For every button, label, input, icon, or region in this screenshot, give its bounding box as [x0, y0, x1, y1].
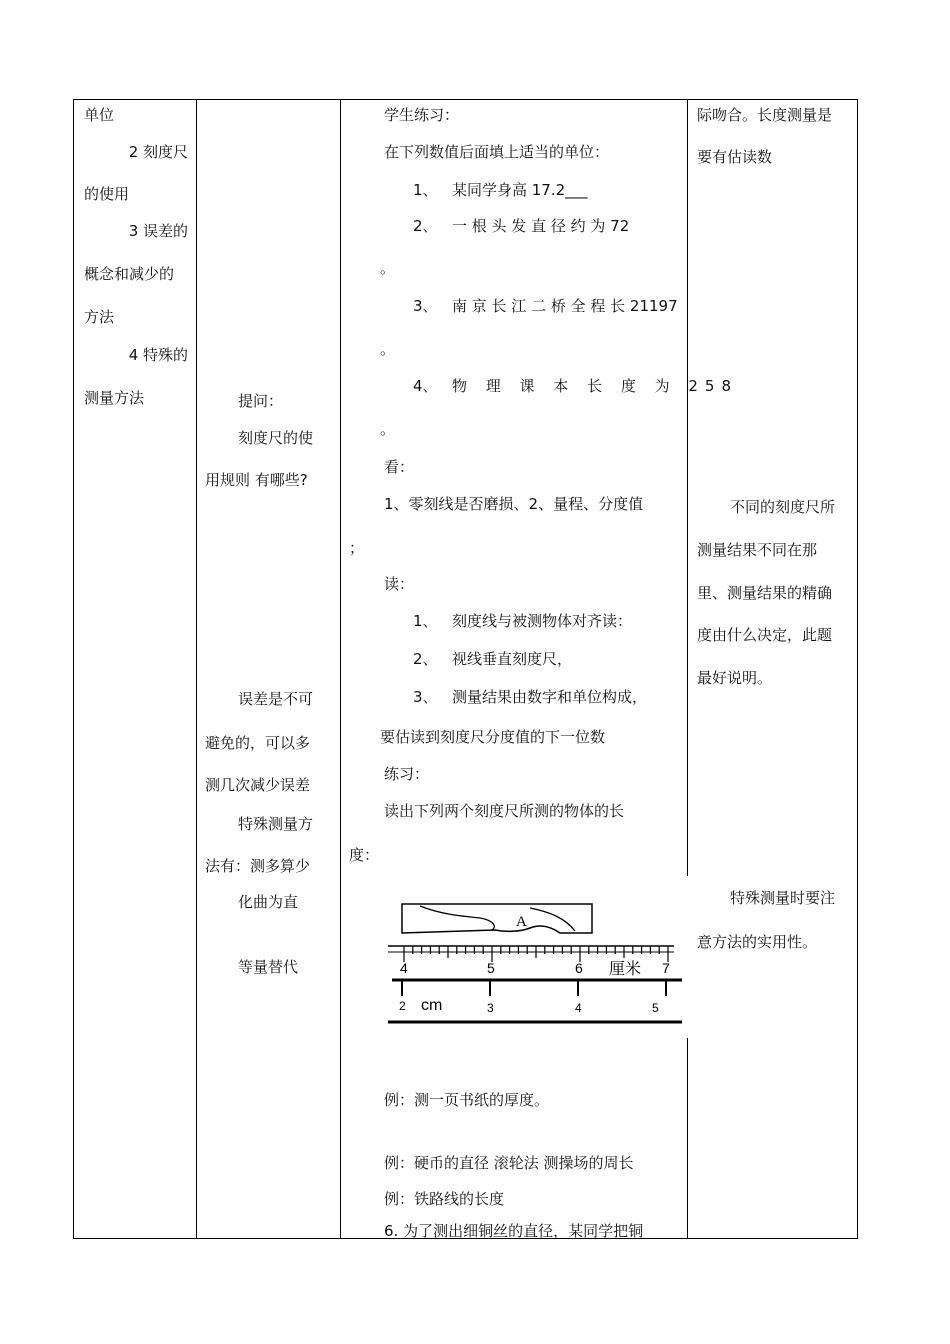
ruler-diagram	[380, 876, 688, 1038]
topic-line: 单位	[84, 106, 115, 124]
top-tick-label: 6	[575, 960, 583, 976]
item-text: 测量结果由数字和单位构成，	[452, 688, 648, 706]
read-label: 读：	[384, 575, 415, 593]
item-text: 某同学身高 17.2___	[452, 181, 588, 199]
notes-column	[688, 100, 859, 1238]
bottom-tick-label: 5	[652, 1001, 659, 1015]
item-number: 1、	[413, 181, 438, 199]
error-line: 误差是不可	[238, 690, 314, 708]
item-number: 2、	[413, 650, 438, 668]
item-text: 南 京 长 江 二 桥 全 程 长 21197	[452, 297, 678, 315]
top-tick-label: 7	[662, 960, 670, 976]
item-number: 4、	[413, 377, 438, 395]
question-line: 刻度尺的使	[238, 429, 314, 447]
section-title: 学生练习：	[384, 106, 460, 124]
look-tail: ；	[349, 539, 365, 557]
note-line: 意方法的实用性。	[697, 933, 818, 951]
item-tail: 。	[380, 259, 396, 277]
item-number: 2、	[413, 217, 438, 235]
item-continuation: 要估读到刻度尺分度值的下一位数	[380, 728, 606, 746]
bottom-tick-label: 2	[399, 999, 406, 1013]
special-line: 化曲为直	[238, 893, 299, 911]
note-line: 最好说明。	[697, 669, 773, 687]
note-line: 际吻合。长度测量是	[697, 106, 833, 124]
note-line: 度由什么决定，此题	[697, 626, 833, 644]
top-unit-label: 厘米	[609, 959, 642, 978]
lesson-table	[73, 99, 858, 1239]
item-text-content: 一 根 头 发 直 径 约 为 72	[452, 217, 630, 235]
bottom-unit-label: cm	[421, 997, 443, 1014]
topics-column	[74, 100, 196, 1238]
item-tail: 。	[380, 340, 396, 358]
bottom-tick-label: 4	[575, 1001, 582, 1015]
special-line: 法有：测多算少	[205, 857, 311, 875]
look-label: 看：	[384, 458, 415, 476]
instruction: 在下列数值后面填上适当的单位：	[384, 143, 610, 161]
top-tick-label: 5	[487, 960, 495, 976]
item-text: 视线垂直刻度尺，	[452, 650, 573, 668]
ruler-figure	[380, 876, 688, 1038]
item-number: 3、	[413, 297, 438, 315]
practice-label: 练习：	[384, 765, 430, 783]
note-line: 里、测量结果的精确	[697, 584, 833, 602]
note-line: 要有估读数	[697, 148, 773, 166]
topic-line: 4 特殊的	[128, 346, 188, 364]
item-tail: 。	[380, 420, 396, 438]
special-line: 等量替代	[238, 958, 299, 976]
object-label: A	[516, 914, 527, 930]
practice-line: 读出下列两个刻度尺所测的物体的长	[384, 802, 625, 820]
error-line: 测几次减少误差	[205, 776, 311, 794]
look-line: 1、零刻线是否磨损、2、量程、分度值	[384, 495, 644, 513]
item-text	[452, 216, 678, 236]
topic-line: 概念和减少的	[84, 265, 175, 283]
note-line: 不同的刻度尺所	[730, 498, 836, 516]
question-line: 6. 为了测出细铜丝的直径，某同学把铜	[384, 1222, 644, 1240]
bottom-tick-label: 3	[487, 1001, 494, 1015]
example-line: 例：硬币的直径 滚轮法 测操场的周长	[384, 1154, 634, 1172]
note-line: 测量结果不同在那	[697, 541, 818, 559]
topic-line: 测量方法	[84, 389, 145, 407]
topic-line: 3 误差的	[128, 222, 188, 240]
error-line: 避免的，可以多	[205, 734, 311, 752]
note-line: 特殊测量时要注	[730, 889, 836, 907]
example-line: 例：测一页书纸的厚度。	[384, 1091, 550, 1109]
top-tick-label: 4	[400, 960, 408, 976]
item-text: 刻度线与被测物体对齐读：	[452, 612, 633, 630]
question-line: 用规则 有哪些?	[205, 471, 308, 489]
item-text: 物 理 课 本 长 度 为 258	[452, 377, 739, 395]
question-label: 提问：	[238, 392, 284, 410]
item-number: 1、	[413, 612, 438, 630]
topic-line: 方法	[84, 308, 115, 326]
topic-line: 2 刻度尺	[128, 143, 188, 161]
teacher-column	[197, 100, 340, 1238]
special-line: 特殊测量方	[238, 815, 314, 833]
item-number: 3、	[413, 688, 438, 706]
example-line: 例：铁路线的长度	[384, 1190, 505, 1208]
practice-line: 度：	[349, 846, 380, 864]
topic-line: 的使用	[84, 185, 130, 203]
